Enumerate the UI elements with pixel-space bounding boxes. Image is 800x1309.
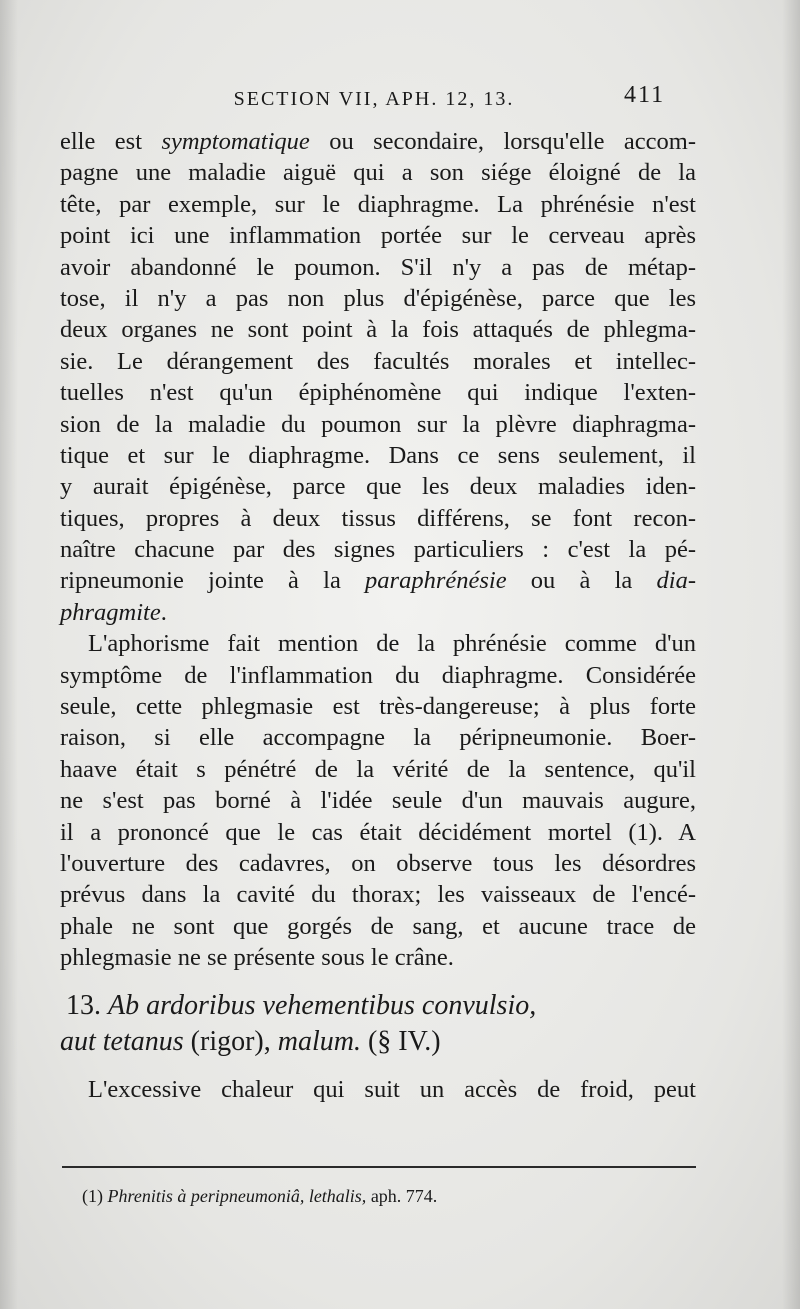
text-line: haave était s pénétré de la vérité de la sentence, qu'il [60,755,696,783]
text-line: point ici une inflammation portée sur le cerveau après [60,222,696,250]
aphorism-number: 13. [66,989,101,1021]
aphorism-line-1 [60,988,696,1024]
text-line: sie. Le dérangement des facultés morales et intellec- [60,347,696,375]
text-line: phragmite. [60,598,167,626]
text-line: elle est symptomatique ou secondaire, lorsqu'elle accom- [60,128,696,155]
aphorism-text-2b: (rigor), [183,1025,278,1057]
text-line: sion de la maladie du poumon sur la plèvre diaphragma- [60,410,696,438]
footnote [82,1186,702,1207]
text-line: raison, si elle accompagne la péripneumonie. Boer- [60,724,696,752]
text-line: pagne une maladie aiguë qui a son siége éloigné de la [60,159,696,187]
footnote-rule [62,1166,696,1168]
page-edge-shadow-right [782,0,800,1309]
paragraph-1 [60,126,696,628]
text-line: y aurait épigénèse, parce que les deux maladies iden- [60,473,696,501]
body-text [60,126,696,1105]
text-line: symptôme de l'inflammation du diaphragme. Considérée [60,661,696,689]
text-line: avoir abandonné le poumon. S'il n'y a pas de métap- [60,253,696,281]
aphorism-line-2 [60,1024,696,1060]
page-edge-shadow-left [0,0,18,1309]
paragraph-3-line: L'excessive chaleur qui suit un accès de froid, peut [88,1075,696,1103]
text-line: deux organes ne sont point à la fois attaqués de phlegma- [60,316,696,344]
footnote-marker: (1) [82,1186,103,1206]
footnote-citation: Phrenitis à peripneumoniâ, lethalis, [107,1186,367,1206]
text-line: tuelles n'est qu'un épiphénomène qui indique l'exten- [60,379,696,407]
text-line: tique et sur le diaphragme. Dans ce sens seulement, il [60,441,696,469]
text-line: tose, il n'y a pas non plus d'épigénèse, parce que les [60,284,696,312]
text-line: prévus dans la cavité du thorax; les vaisseaux de l'encé- [60,881,696,909]
text-line: l'ouverture des cadavres, on observe tous les désordres [60,849,696,877]
text-line: tête, par exemple, sur le diaphragme. La phrénésie n'est [60,190,696,218]
paragraph-2 [60,628,696,973]
text-line: ne s'est pas borné à l'idée seule d'un mauvais augure, [60,787,696,815]
text-line: seule, cette phlegmasie est très-dangereuse; à plus forte [60,693,696,721]
page-number: 411 [624,82,666,108]
aphorism-text-latin-1: Ab ardoribus vehementibus convulsio, [108,989,537,1021]
text-line: L'aphorisme fait mention de la phrénésie comme d'un [88,630,696,658]
text-line: ripneumonie jointe à la paraphrénésie ou à la dia- [60,567,696,595]
text-line: phale ne sont que gorgés de sang, et aucune trace de [60,912,696,940]
aphorism-text-latin-2a: aut tetanus [60,1025,184,1057]
footnote-reference: aph. 774. [366,1186,438,1206]
aphorism-text-latin-2c: malum. [277,1025,361,1057]
aphorism-13 [60,988,696,1060]
aphorism-text-2d: (§ IV.) [360,1025,441,1057]
running-head: SECTION VII, APH. 12, 13. [233,88,515,110]
text-line: phlegmasie ne se présente sous le crâne. [60,944,454,972]
text-line: tiques, propres à deux tissus différens, se font recon- [60,504,696,532]
text-line: il a prononcé que le cas était décidément mortel (1). A [60,818,696,846]
text-line: naître chacune par des signes particuliers : c'est la pé- [60,536,696,564]
